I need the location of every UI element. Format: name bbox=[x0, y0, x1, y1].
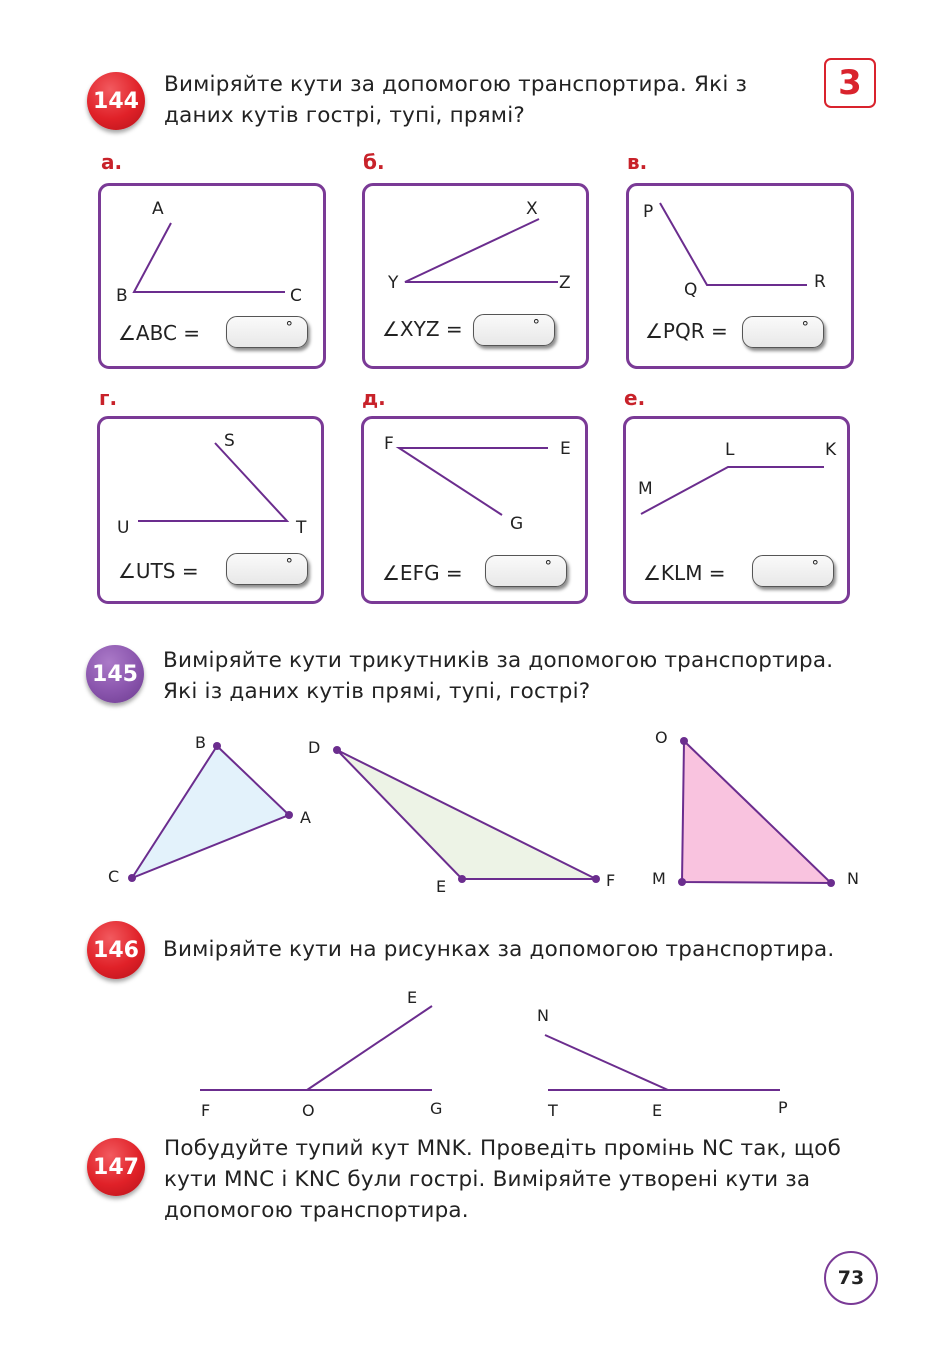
triangle-omn bbox=[682, 741, 831, 883]
answer-field[interactable] bbox=[226, 316, 308, 348]
task-text bbox=[163, 934, 863, 965]
task-text-line: допомогою транспортира. bbox=[164, 1198, 469, 1223]
chapter-number: 3 bbox=[824, 58, 876, 108]
point-label: O bbox=[302, 1101, 315, 1120]
point-label: G bbox=[510, 514, 524, 534]
answer-field[interactable] bbox=[752, 555, 834, 587]
point-label: G bbox=[430, 1099, 443, 1118]
point-label: E bbox=[407, 988, 418, 1007]
point-label: B bbox=[116, 286, 128, 306]
degree-sign: ° bbox=[532, 316, 540, 334]
angle-card bbox=[362, 183, 589, 369]
page-number: 73 bbox=[824, 1251, 878, 1305]
point-label: A bbox=[152, 199, 164, 219]
vertex-label: M bbox=[652, 869, 666, 888]
point-label: E bbox=[560, 439, 571, 459]
point-label: R bbox=[814, 272, 826, 292]
task-text-line: Які із даних кутів прямі, тупі, гострі? bbox=[163, 679, 591, 704]
point-label: Z bbox=[559, 273, 571, 293]
answer-field[interactable] bbox=[485, 555, 567, 587]
answer-field[interactable] bbox=[226, 553, 308, 585]
task-text-line: Побудуйте тупий кут MNK. Проведіть промінь NC так, щоб bbox=[164, 1136, 842, 1161]
angle-formula: ∠PQR = bbox=[645, 319, 728, 343]
task-text bbox=[164, 69, 776, 131]
angle-card bbox=[626, 183, 854, 369]
point-label: F bbox=[384, 434, 394, 454]
task-number-badge: 145 bbox=[86, 645, 144, 703]
degree-sign: ° bbox=[285, 555, 293, 573]
item-label: д. bbox=[362, 386, 386, 410]
point-label: L bbox=[725, 440, 735, 460]
task-text-line: Виміряйте кути трикутників за допомогою транспортира. bbox=[163, 648, 834, 673]
task-text bbox=[163, 645, 851, 707]
angle-card bbox=[97, 416, 324, 604]
vertex-label: C bbox=[108, 867, 120, 886]
angle-formula: ∠KLM = bbox=[643, 561, 726, 585]
vertex-label: E bbox=[436, 877, 447, 896]
point-label: P bbox=[778, 1098, 788, 1117]
task-number-badge: 146 bbox=[87, 921, 145, 979]
task-number-badge: 144 bbox=[87, 72, 145, 130]
vertex-label: N bbox=[847, 869, 859, 888]
point-label: X bbox=[526, 199, 538, 219]
angle-card bbox=[98, 183, 326, 369]
point-label: S bbox=[224, 431, 235, 451]
point-label: E bbox=[652, 1101, 663, 1120]
answer-field[interactable] bbox=[473, 314, 555, 346]
task-text-line: даних кутів гострі, тупі, прямі? bbox=[164, 103, 526, 128]
answer-field[interactable] bbox=[742, 316, 824, 348]
point-label: N bbox=[537, 1006, 549, 1025]
item-label: а. bbox=[101, 150, 123, 174]
item-label: г. bbox=[99, 386, 118, 410]
point-label: U bbox=[117, 518, 130, 538]
point-label: T bbox=[548, 1101, 558, 1120]
angle-card bbox=[361, 416, 588, 604]
angle-formula: ∠EFG = bbox=[382, 561, 463, 585]
point-label: K bbox=[825, 440, 837, 460]
task-text bbox=[164, 1133, 852, 1226]
item-label: в. bbox=[627, 150, 648, 174]
triangles-figure bbox=[0, 720, 935, 910]
angle-card bbox=[623, 416, 850, 604]
vertex-label: F bbox=[606, 871, 616, 890]
point-label: Q bbox=[684, 280, 698, 300]
item-label: б. bbox=[363, 150, 385, 174]
point-label: P bbox=[643, 202, 654, 222]
point-label: C bbox=[290, 286, 302, 306]
angle-formula: ∠ABC = bbox=[118, 321, 201, 345]
vertex-label: D bbox=[308, 738, 321, 757]
vertex-label: B bbox=[195, 733, 206, 752]
point-label: M bbox=[638, 479, 653, 499]
point-label: F bbox=[201, 1101, 211, 1120]
item-label: е. bbox=[624, 386, 646, 410]
angles-figure bbox=[0, 990, 935, 1130]
task-text-line: Виміряйте кути на рисунках за допомогою транспортира. bbox=[163, 937, 835, 962]
vertex-label: O bbox=[655, 728, 668, 747]
angle-formula: ∠XYZ = bbox=[382, 317, 463, 341]
degree-sign: ° bbox=[801, 318, 809, 336]
point-label: T bbox=[296, 518, 307, 538]
task-text-line: кути MNC і KNC були гострі. Виміряйте утворені кути за bbox=[164, 1167, 811, 1192]
angle-formula: ∠UTS = bbox=[118, 559, 199, 583]
point-label: Y bbox=[388, 273, 399, 293]
triangle-def bbox=[337, 750, 596, 879]
vertex-label: A bbox=[300, 808, 311, 827]
degree-sign: ° bbox=[285, 318, 293, 336]
task-number-badge: 147 bbox=[87, 1138, 145, 1196]
degree-sign: ° bbox=[544, 557, 552, 575]
degree-sign: ° bbox=[811, 557, 819, 575]
task-text-line: Виміряйте кути за допомогою транспортира. Які з bbox=[164, 72, 748, 97]
triangle-abc bbox=[132, 746, 289, 878]
